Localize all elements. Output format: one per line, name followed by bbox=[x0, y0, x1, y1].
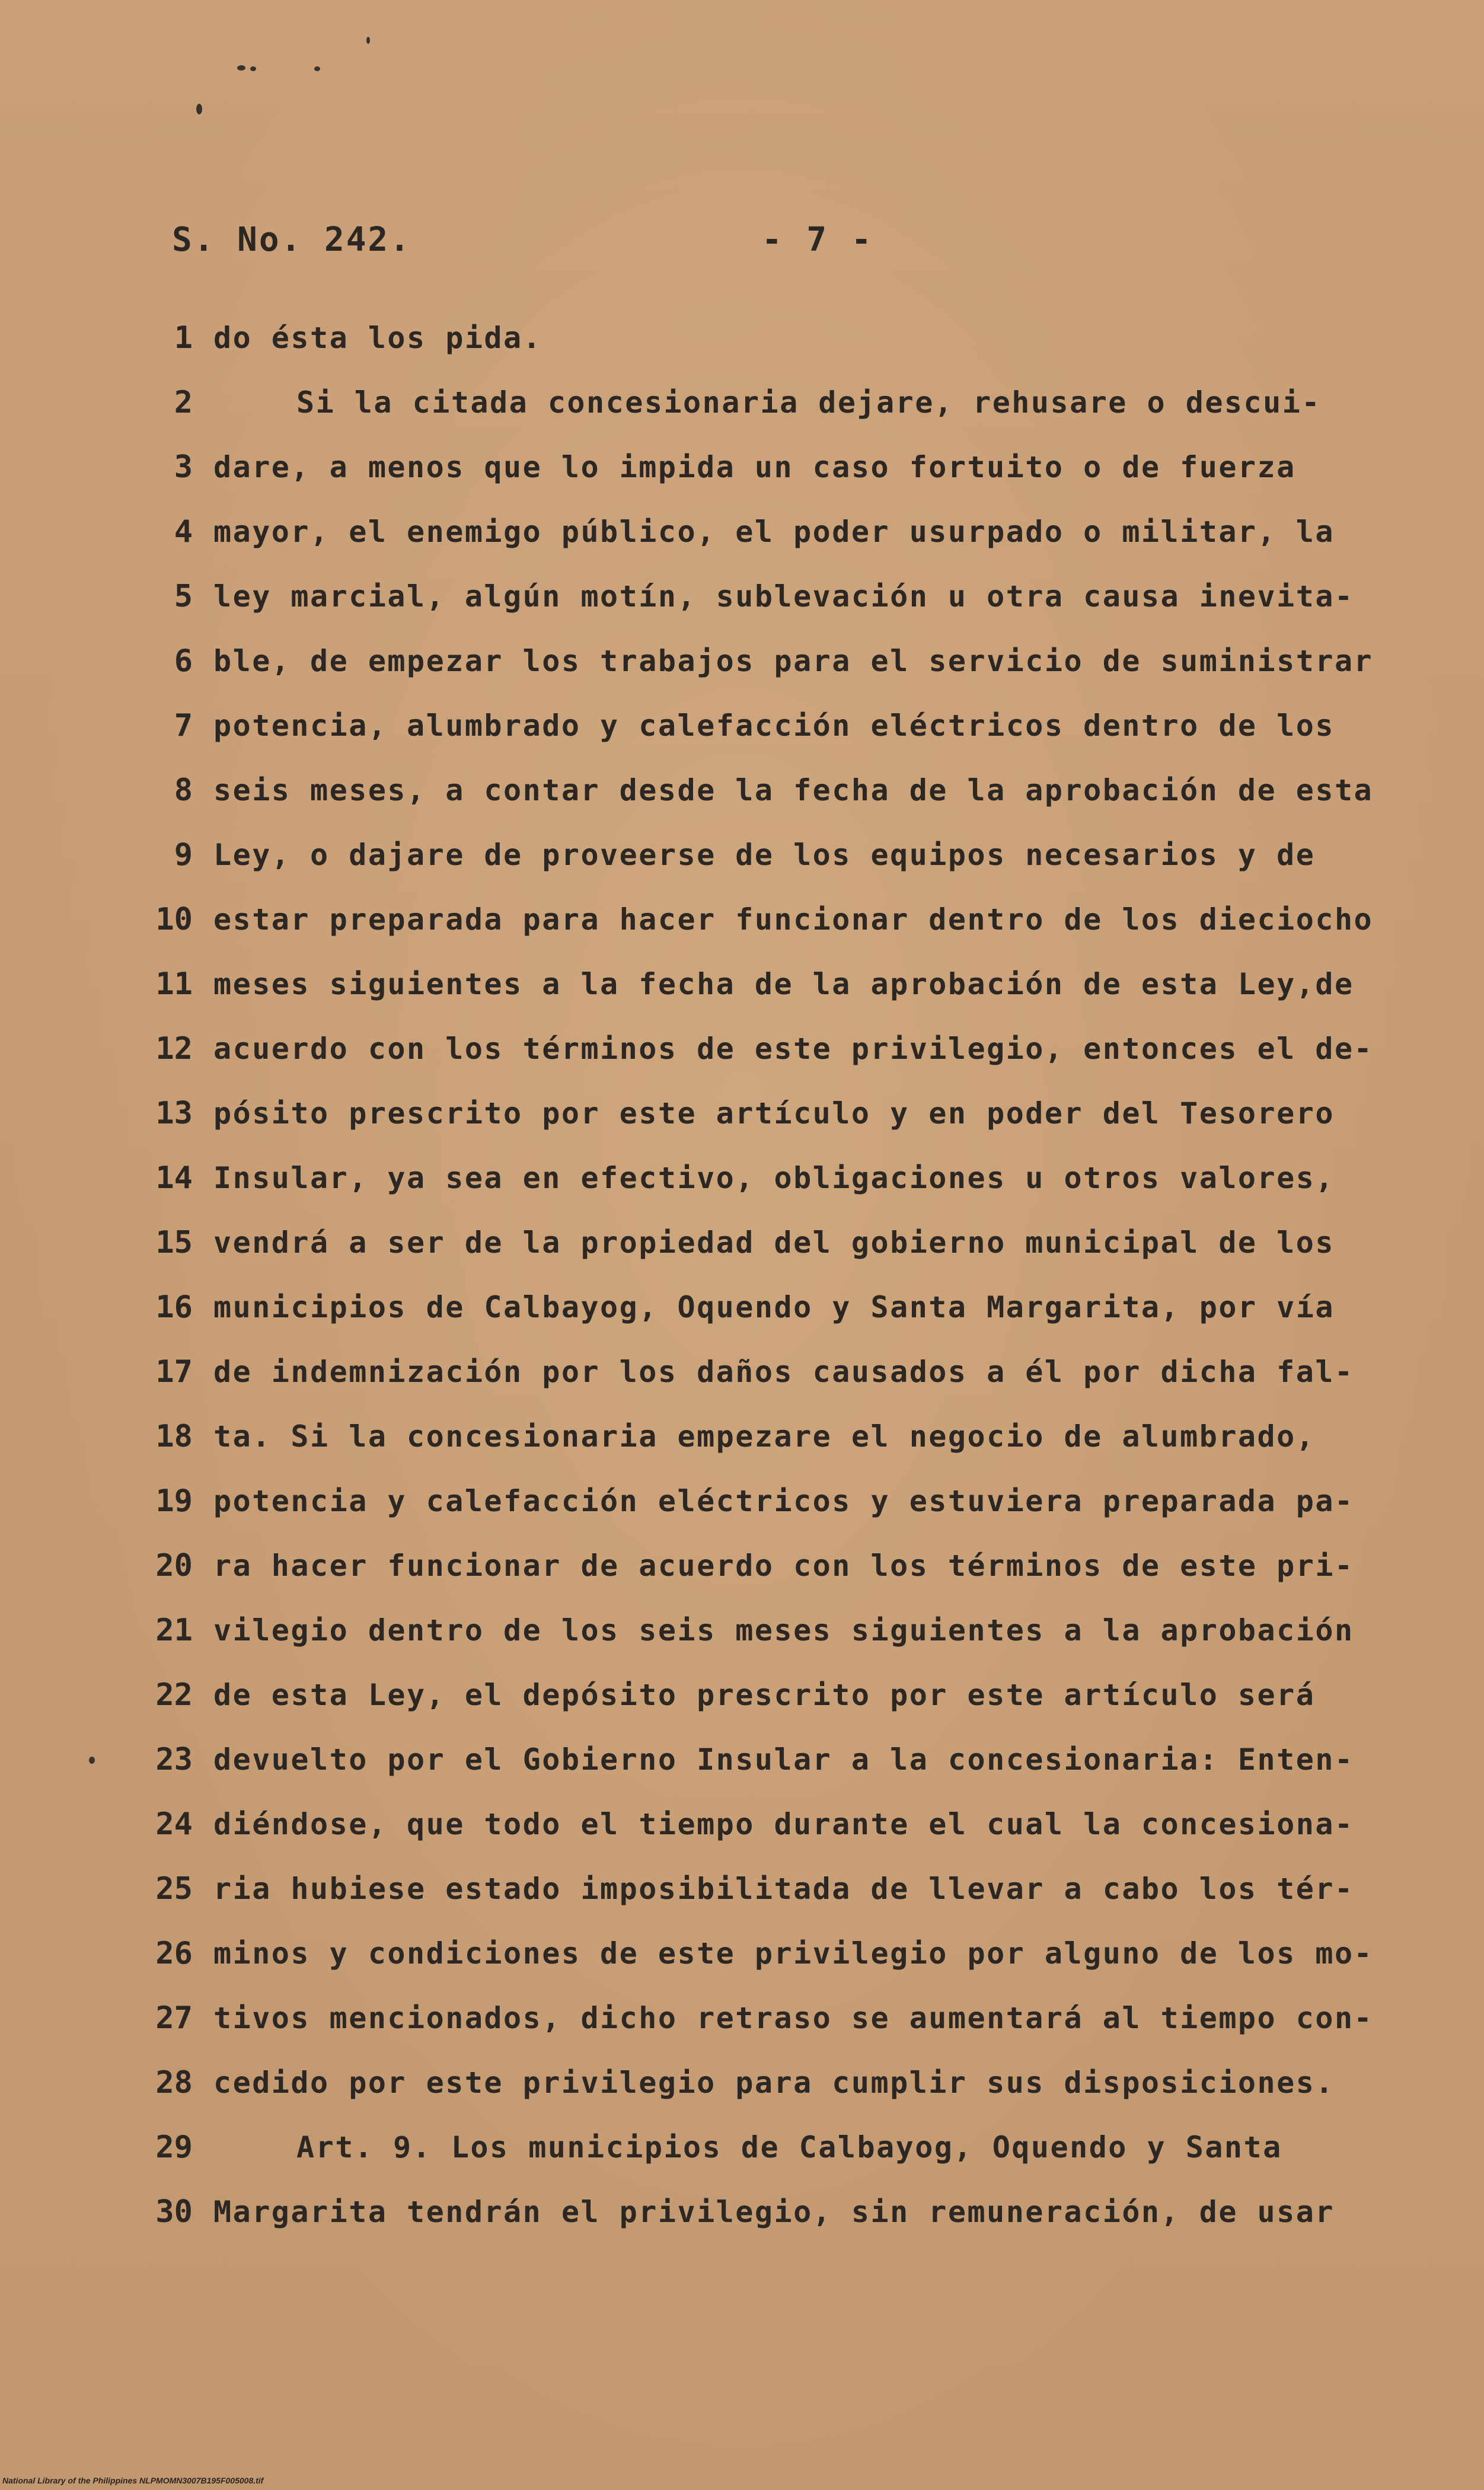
line-number: 8 bbox=[174, 772, 193, 808]
document-line bbox=[0, 1284, 1484, 1331]
line-number: 6 bbox=[174, 643, 193, 679]
document-line bbox=[0, 1025, 1484, 1072]
document-line bbox=[0, 1542, 1484, 1589]
document-line bbox=[0, 379, 1484, 426]
line-text: cedido por este privilegio para cumplir sus disposiciones. bbox=[213, 2066, 1335, 2100]
line-number: 5 bbox=[174, 579, 193, 614]
ink-smudge bbox=[314, 66, 320, 71]
line-number: 21 bbox=[155, 1613, 193, 1648]
line-text: mayor, el enemigo público, el poder usurpado o militar, la bbox=[213, 515, 1335, 549]
line-text: Art. 9. Los municipios de Calbayog, Oquendo y Santa bbox=[296, 2130, 1282, 2165]
document-line bbox=[0, 1994, 1484, 2042]
document-line bbox=[0, 960, 1484, 1008]
line-number: 27 bbox=[155, 2000, 193, 2036]
line-text: Si la citada concesionaria dejare, rehusare o descui- bbox=[296, 385, 1321, 420]
line-number: 30 bbox=[155, 2194, 193, 2230]
line-number: 28 bbox=[155, 2065, 193, 2100]
line-number: 15 bbox=[155, 1225, 193, 1260]
document-line bbox=[0, 831, 1484, 879]
document-line bbox=[0, 1348, 1484, 1396]
document-line bbox=[0, 1607, 1484, 1654]
document-line bbox=[0, 767, 1484, 814]
line-number: 10 bbox=[155, 902, 193, 937]
line-number: 24 bbox=[155, 1806, 193, 1842]
line-text: Ley, o dajare de proveerse de los equipos necesarios y de bbox=[213, 838, 1316, 872]
page-number: - 7 - bbox=[762, 221, 874, 259]
line-text: de indemnización por los daños causados a él por dicha fal- bbox=[213, 1355, 1354, 1389]
document-line bbox=[0, 1154, 1484, 1202]
document-line bbox=[0, 1219, 1484, 1266]
line-number: 18 bbox=[155, 1419, 193, 1454]
ink-smudge bbox=[366, 37, 370, 44]
document-line bbox=[0, 1477, 1484, 1525]
document-line bbox=[0, 1801, 1484, 1848]
document-line bbox=[0, 1090, 1484, 1137]
line-text: ble, de empezar los trabajos para el servicio de suministrar bbox=[213, 644, 1374, 678]
line-number: 26 bbox=[155, 1936, 193, 1971]
line-number: 1 bbox=[174, 320, 193, 356]
ink-smudge bbox=[237, 65, 245, 71]
document-line bbox=[0, 2124, 1484, 2171]
page-header bbox=[0, 221, 1484, 268]
line-text: acuerdo con los términos de este privilegio, entonces el de- bbox=[213, 1032, 1374, 1066]
line-text: ta. Si la concesionaria empezare el negocio de alumbrado, bbox=[213, 1419, 1316, 1454]
line-number: 2 bbox=[174, 385, 193, 420]
line-text: ley marcial, algún motín, sublevación u otra causa inevita- bbox=[213, 579, 1354, 614]
line-text: de esta Ley, el depósito prescrito por este artículo será bbox=[213, 1678, 1316, 1712]
document-line bbox=[0, 896, 1484, 943]
line-number: 14 bbox=[155, 1160, 193, 1196]
line-text: potencia, alumbrado y calefacción eléctricos dentro de los bbox=[213, 708, 1335, 743]
document-line bbox=[0, 2188, 1484, 2236]
document-line bbox=[0, 508, 1484, 556]
line-text: meses siguientes a la fecha de la aprobación de esta Ley,de bbox=[213, 967, 1354, 1001]
document-line bbox=[0, 1865, 1484, 1913]
document-line bbox=[0, 443, 1484, 491]
bill-reference: S. No. 242. bbox=[172, 221, 411, 259]
line-number: 25 bbox=[155, 1871, 193, 1907]
document-line bbox=[0, 1736, 1484, 1783]
line-number: 4 bbox=[174, 514, 193, 550]
document-line bbox=[0, 1671, 1484, 1719]
line-text: estar preparada para hacer funcionar dentro de los dieciocho bbox=[213, 902, 1374, 937]
document-line bbox=[0, 314, 1484, 362]
line-number: 9 bbox=[174, 837, 193, 873]
line-number: 17 bbox=[155, 1354, 193, 1390]
document-line bbox=[0, 702, 1484, 749]
line-text: ra hacer funcionar de acuerdo con los términos de este pri- bbox=[213, 1549, 1354, 1583]
line-number: 12 bbox=[155, 1031, 193, 1067]
line-text: municipios de Calbayog, Oquendo y Santa Margarita, por vía bbox=[213, 1290, 1335, 1324]
line-text: vendrá a ser de la propiedad del gobierno municipal de los bbox=[213, 1225, 1335, 1260]
line-number: 7 bbox=[174, 708, 193, 743]
document-line bbox=[0, 637, 1484, 685]
line-text: Insular, ya sea en efectivo, obligaciones u otros valores, bbox=[213, 1161, 1335, 1195]
line-text: pósito prescrito por este artículo y en poder del Tesorero bbox=[213, 1096, 1335, 1131]
document-line bbox=[0, 1930, 1484, 1977]
line-text: tivos mencionados, dicho retraso se aumentará al tiempo con- bbox=[213, 2001, 1374, 2035]
line-number: 29 bbox=[155, 2130, 193, 2165]
line-number: 22 bbox=[155, 1677, 193, 1713]
line-text: seis meses, a contar desde la fecha de la aprobación de esta bbox=[213, 773, 1374, 807]
line-text: vilegio dentro de los seis meses siguientes a la aprobación bbox=[213, 1613, 1354, 1648]
line-text: ria hubiese estado imposibilitada de llevar a cabo los tér- bbox=[213, 1872, 1354, 1906]
document-line bbox=[0, 1413, 1484, 1460]
line-number: 13 bbox=[155, 1096, 193, 1131]
ink-smudge bbox=[250, 66, 256, 71]
line-number: 3 bbox=[174, 449, 193, 485]
line-text: devuelto por el Gobierno Insular a la concesionaria: Enten- bbox=[213, 1742, 1354, 1777]
line-text: dare, a menos que lo impida un caso fortuito o de fuerza bbox=[213, 450, 1296, 484]
line-text: minos y condiciones de este privilegio por alguno de los mo- bbox=[213, 1936, 1374, 1971]
ink-smudge bbox=[196, 104, 202, 114]
line-text: potencia y calefacción eléctricos y estuviera preparada pa- bbox=[213, 1484, 1354, 1518]
line-number: 23 bbox=[155, 1742, 193, 1777]
line-text: do ésta los pida. bbox=[213, 321, 542, 355]
line-number: 19 bbox=[155, 1483, 193, 1519]
document-line bbox=[0, 2059, 1484, 2106]
document-line bbox=[0, 573, 1484, 620]
line-text: diéndose, que todo el tiempo durante el cual la concesiona- bbox=[213, 1807, 1354, 1841]
scan-footer: National Library of the Philippines NLPMOMN3007B195F005008.tif bbox=[2, 2476, 264, 2485]
line-number: 16 bbox=[155, 1289, 193, 1325]
line-number: 20 bbox=[155, 1548, 193, 1584]
line-text: Margarita tendrán el privilegio, sin remuneración, de usar bbox=[213, 2195, 1335, 2229]
line-number: 11 bbox=[155, 966, 193, 1002]
